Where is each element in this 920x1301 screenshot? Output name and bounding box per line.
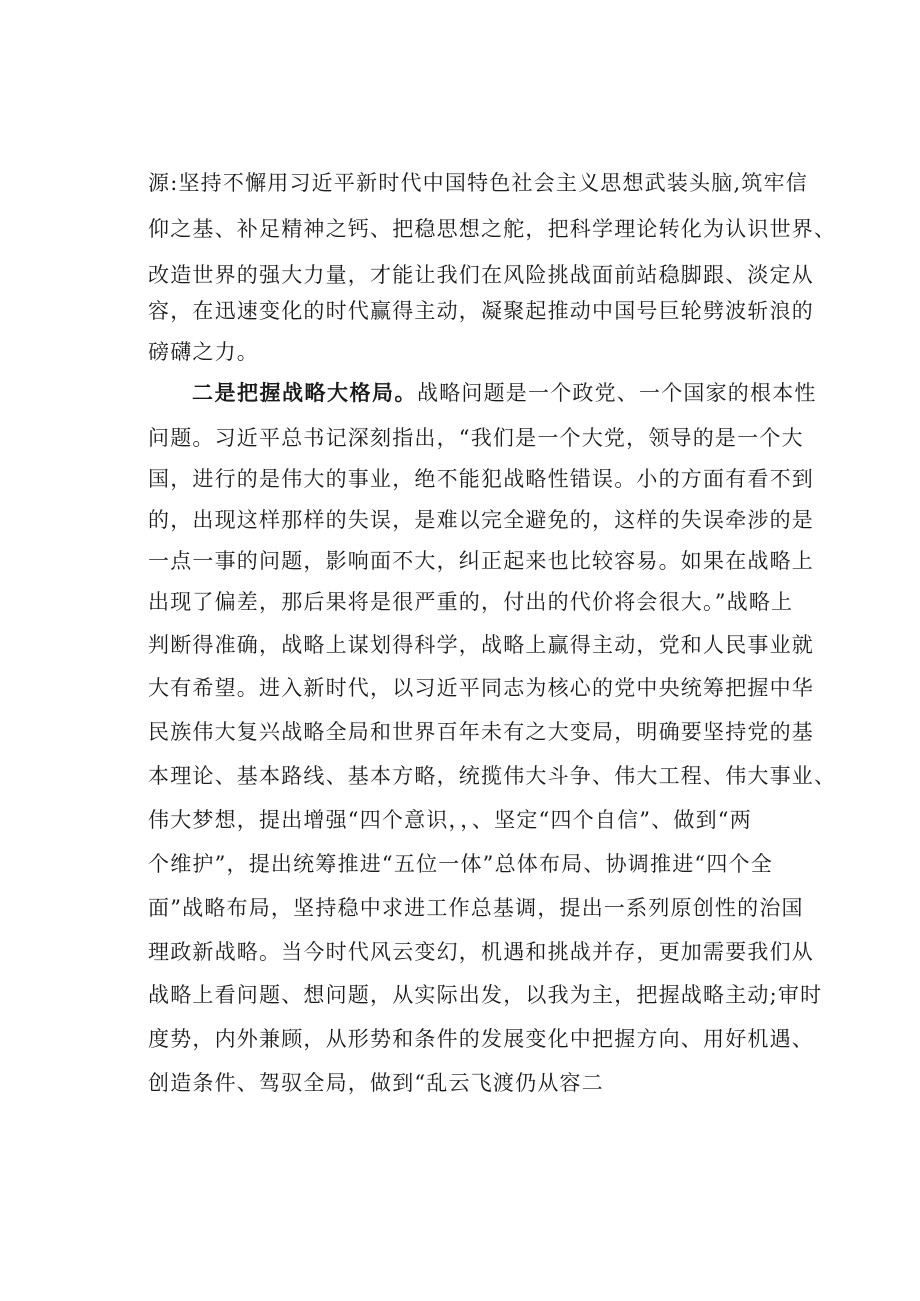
- text-line: 创造条件、驾驭全局，做到“乱云飞渡仍从容二: [148, 1071, 604, 1095]
- text-line: 伟大梦想，提出增强“四个意识，，、坚定“四个自信”、做到“两: [148, 808, 752, 832]
- text-line: 本理论、基本路线、基本方略，统揽伟大斗争、伟大工程、伟大事业、: [148, 764, 837, 788]
- text-line: 度势，内外兼顾，从形势和条件的发展变化中把握方向、用好机遇、: [148, 1027, 814, 1051]
- text-line: 磅礴之力。: [148, 340, 259, 364]
- paragraph-first-line: [192, 378, 817, 408]
- section-heading: 二是把握战略大格局。: [192, 381, 417, 405]
- text-line: 战略上看问题、想问题，从实际出发，以我为主，把握战略主动;审时: [148, 983, 823, 1007]
- text-line: 问题。习近平总书记深刻指出，“我们是一个大党，领导的是一个大: [148, 426, 804, 450]
- text-line: 国，进行的是伟大的事业，绝不能犯战略性错误。小的方面有看不到: [148, 467, 814, 491]
- text-line: 一点一事的问题，影响面不大，纠正起来也比较容易。如果在战略上: [148, 549, 814, 573]
- text-line: 容，在迅速变化的时代赢得主动，凝聚起推动中国号巨轮劈波斩浪的: [148, 299, 814, 323]
- text-line: 的，出现这样那样的失误，是难以完全避免的，这样的失误牵涉的是: [148, 508, 814, 532]
- text-line: 判断得准确，战略上谋划得科学，战略上赢得主动，党和人民事业就: [148, 633, 814, 657]
- text-line: 出现了偏差，那后果将是很严重的，付出的代价将会很大。”战略上: [148, 590, 794, 614]
- text-line: 源:坚持不懈用习近平新时代中国特色社会主义思想武装头脑,筑牢信: [148, 171, 808, 195]
- text-line: 理政新战略。当今时代风云变幻，机遇和挑战并存，更加需要我们从: [148, 940, 814, 964]
- text-line: 面”战略布局，坚持稳中求进工作总基调，提出一系列原创性的治国: [148, 896, 804, 920]
- text-line: 仰之基、补足精神之钙、把稳思想之舵，把科学理论转化为认识世界、: [148, 217, 837, 241]
- text-line: 个维护”，提出统筹推进“五位一体”总体布局、协调推进“四个全: [148, 852, 773, 876]
- text-line: 民族伟大复兴战略全局和世界百年未有之大变局，明确要坚持党的基: [148, 720, 814, 744]
- text-run: 战略问题是一个政党、一个国家的根本性: [417, 381, 817, 405]
- text-line: 改造世界的强大力量，才能让我们在风险挑战面前站稳脚跟、淡定从: [148, 263, 814, 287]
- text-line: 大有希望。进入新时代，以习近平同志为核心的党中央统筹把握中华: [148, 676, 814, 700]
